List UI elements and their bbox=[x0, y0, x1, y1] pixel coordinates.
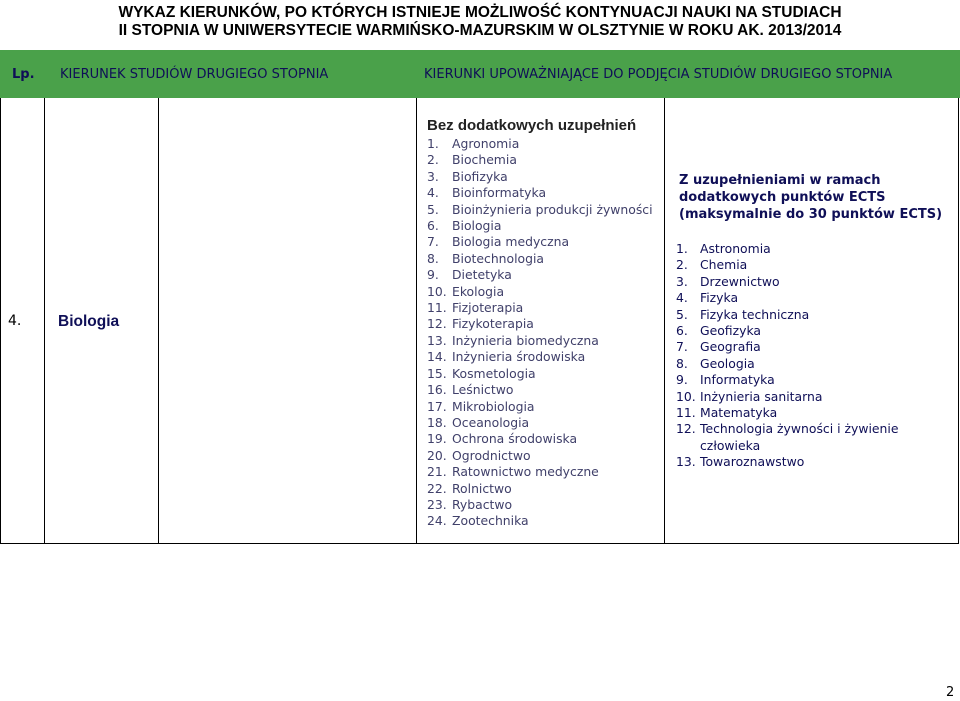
list-item-number: 23. bbox=[427, 496, 447, 512]
list-item bbox=[427, 513, 653, 529]
list-item-label: Geologia bbox=[700, 355, 755, 371]
list-item bbox=[427, 333, 653, 349]
list-item-label: Kosmetologia bbox=[452, 365, 536, 381]
list-item bbox=[427, 448, 653, 464]
list-item-number: 1. bbox=[676, 241, 688, 256]
list-item bbox=[676, 356, 930, 372]
list-item-label: Astronomia bbox=[700, 241, 771, 256]
list-item bbox=[676, 257, 930, 273]
list-item-number: 22. bbox=[427, 480, 447, 496]
list-item-number: 13. bbox=[676, 454, 696, 470]
without-supplements-column bbox=[427, 117, 653, 530]
list-item-label: Ratownictwo medyczne bbox=[452, 464, 599, 480]
list-item-number: 15. bbox=[427, 365, 447, 381]
list-item bbox=[427, 202, 653, 218]
column-divider-3 bbox=[416, 98, 417, 544]
list-item bbox=[676, 323, 930, 339]
list-item-number: 2. bbox=[676, 257, 688, 273]
list-item-number: 18. bbox=[427, 414, 447, 430]
list-item bbox=[427, 431, 653, 447]
list-item bbox=[427, 136, 653, 152]
list-item bbox=[427, 415, 653, 431]
list-item bbox=[427, 481, 653, 497]
list-item-label: Fizyka techniczna bbox=[700, 306, 810, 322]
table-header bbox=[0, 50, 960, 98]
list-item bbox=[427, 316, 653, 332]
list-item-label: Bioinformatyka bbox=[452, 185, 547, 201]
list-item bbox=[427, 399, 653, 415]
with-supplements-list bbox=[676, 241, 942, 471]
list-item bbox=[427, 464, 653, 480]
list-item bbox=[427, 267, 653, 283]
list-item bbox=[427, 251, 653, 267]
list-item-number: 6. bbox=[427, 218, 439, 234]
without-supplements-list bbox=[427, 136, 653, 530]
list-item-number: 12. bbox=[427, 316, 447, 332]
list-item bbox=[676, 241, 930, 257]
list-item-label: Drzewnictwo bbox=[700, 273, 780, 289]
list-item-label: Leśnictwo bbox=[452, 382, 514, 398]
list-item-label: Matematyka bbox=[700, 405, 778, 421]
with-supplements-column bbox=[676, 172, 942, 471]
list-item-number: 2. bbox=[427, 152, 439, 168]
list-item-label: Towaroznawstwo bbox=[700, 454, 805, 470]
list-item-label: Biochemia bbox=[452, 152, 517, 168]
list-item-label: Biofizyka bbox=[452, 168, 508, 184]
list-item-number: 16. bbox=[427, 382, 447, 398]
column-divider-4 bbox=[664, 98, 665, 544]
list-item bbox=[676, 339, 930, 355]
list-item bbox=[427, 234, 653, 250]
list-item-number: 5. bbox=[427, 201, 439, 217]
with-supplements-heading bbox=[676, 172, 942, 223]
list-item-number: 3. bbox=[427, 168, 439, 184]
column-divider-1 bbox=[44, 98, 45, 544]
list-item bbox=[676, 405, 930, 421]
list-item-number: 8. bbox=[676, 355, 688, 371]
list-item bbox=[676, 389, 930, 405]
list-item-label: Ogrodnictwo bbox=[452, 447, 531, 463]
list-item-label: Informatyka bbox=[700, 372, 775, 388]
list-item-number: 1. bbox=[427, 136, 439, 151]
list-item bbox=[676, 454, 930, 470]
list-item bbox=[676, 421, 930, 454]
list-item bbox=[427, 349, 653, 365]
list-item-label: Rolnictwo bbox=[452, 480, 512, 496]
list-item-number: 8. bbox=[427, 250, 439, 266]
list-item-label: Ekologia bbox=[452, 283, 505, 299]
column-divider-2 bbox=[158, 98, 159, 544]
list-item-number: 19. bbox=[427, 431, 447, 447]
list-item-number: 10. bbox=[427, 283, 447, 299]
title-line-1: WYKAZ KIERUNKÓW, PO KTÓRYCH ISTNIEJE MOŻLIWOŚĆ KONTYNUACJI NAUKI NA STUDIACH bbox=[118, 4, 842, 21]
list-item-label: Inżynieria środowiska bbox=[452, 349, 586, 365]
document-title bbox=[0, 4, 960, 40]
list-item-label: Biologia bbox=[452, 218, 502, 234]
list-item-label: Fizykoterapia bbox=[452, 316, 534, 332]
list-item-number: 12. bbox=[676, 421, 696, 437]
list-item bbox=[427, 300, 653, 316]
list-item bbox=[676, 290, 930, 306]
list-item bbox=[676, 274, 930, 290]
table-border-left bbox=[0, 98, 1, 544]
list-item bbox=[427, 284, 653, 300]
list-item-label: Technologia żywności i żywienie człowieka bbox=[700, 421, 899, 453]
list-item-label: Inżynieria sanitarna bbox=[700, 388, 823, 404]
header-kierunek: KIERUNEK STUDIÓW DRUGIEGO STOPNIA bbox=[60, 66, 329, 82]
list-item-number: 11. bbox=[427, 300, 447, 316]
list-item-label: Fizjoterapia bbox=[452, 300, 524, 316]
list-item-number: 14. bbox=[427, 349, 447, 365]
list-item-number: 5. bbox=[676, 306, 688, 322]
list-item bbox=[427, 169, 653, 185]
row-number: 4. bbox=[8, 313, 22, 329]
list-item-number: 11. bbox=[676, 405, 696, 421]
list-item-number: 7. bbox=[676, 339, 688, 355]
list-item-number: 4. bbox=[427, 185, 439, 201]
list-item-number: 24. bbox=[427, 513, 447, 529]
title-line-2: II STOPNIA W UNIWERSYTECIE WARMIŃSKO-MAZURSKIM W OLSZTYNIE W ROKU AK. 2013/2014 bbox=[118, 22, 842, 39]
list-item-number: 7. bbox=[427, 234, 439, 250]
list-item-label: Ochrona środowiska bbox=[452, 431, 578, 447]
list-item-label: Rybactwo bbox=[452, 496, 513, 512]
list-item-number: 6. bbox=[676, 323, 688, 339]
list-item-label: Zootechnika bbox=[452, 513, 529, 529]
list-item-label: Agronomia bbox=[452, 136, 520, 151]
list-item-number: 17. bbox=[427, 398, 447, 414]
list-item-label: Chemia bbox=[700, 257, 748, 273]
list-item-label: Bioinżynieria produkcji żywności bbox=[452, 201, 653, 217]
list-item bbox=[427, 382, 653, 398]
table-border-bottom bbox=[0, 543, 959, 544]
row-field-name: Biologia bbox=[58, 313, 120, 330]
list-item-label: Biotechnologia bbox=[452, 250, 545, 266]
list-item-label: Oceanologia bbox=[452, 414, 530, 430]
list-item-label: Dietetyka bbox=[452, 267, 512, 283]
list-item-label: Inżynieria biomedyczna bbox=[452, 332, 599, 348]
list-item-number: 9. bbox=[427, 267, 439, 283]
list-item bbox=[427, 366, 653, 382]
with-supplements-heading-line-1: Z uzupełnieniami w ramach bbox=[679, 173, 881, 188]
list-item-number: 9. bbox=[676, 372, 688, 388]
list-item-number: 3. bbox=[676, 273, 688, 289]
list-item bbox=[427, 185, 653, 201]
list-item-number: 4. bbox=[676, 290, 688, 306]
header-upowazniajace: KIERUNKI UPOWAŻNIAJĄCE DO PODJĘCIA STUDIÓW DRUGIEGO STOPNIA bbox=[424, 66, 893, 82]
list-item bbox=[427, 152, 653, 168]
with-supplements-heading-line-2: dodatkowych punktów ECTS bbox=[679, 190, 886, 205]
page-number: 2 bbox=[946, 685, 955, 700]
header-lp: Lp. bbox=[12, 66, 35, 82]
list-item bbox=[427, 218, 653, 234]
list-item-label: Biologia medyczna bbox=[452, 234, 570, 250]
table-border-right bbox=[958, 98, 959, 544]
with-supplements-heading-line-3: (maksymalnie do 30 punktów ECTS) bbox=[679, 207, 943, 222]
list-item-label: Geografia bbox=[700, 339, 761, 355]
list-item-number: 13. bbox=[427, 332, 447, 348]
list-item bbox=[427, 497, 653, 513]
without-supplements-heading: Bez dodatkowych uzupełnień bbox=[427, 117, 637, 134]
list-item bbox=[676, 372, 930, 388]
list-item-label: Fizyka bbox=[700, 290, 739, 306]
list-item-number: 21. bbox=[427, 464, 447, 480]
list-item-label: Geofizyka bbox=[700, 323, 761, 339]
list-item bbox=[676, 307, 930, 323]
list-item-number: 20. bbox=[427, 447, 447, 463]
list-item-label: Mikrobiologia bbox=[452, 398, 535, 414]
list-item-number: 10. bbox=[676, 388, 696, 404]
